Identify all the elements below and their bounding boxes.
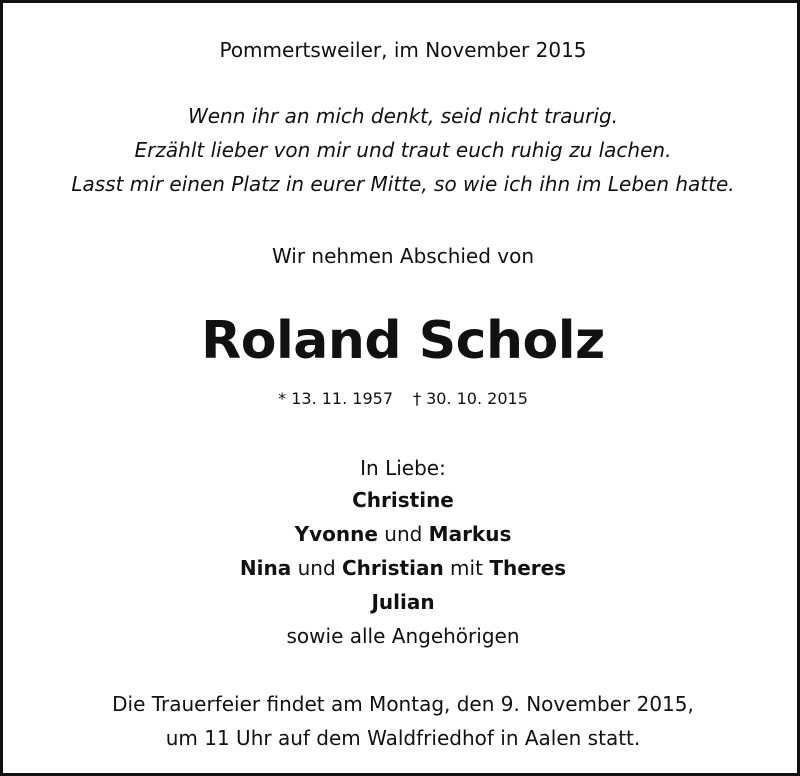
mourner-name: Christian <box>342 556 444 580</box>
mourner-line-4 <box>3 589 800 615</box>
life-dates <box>3 389 800 409</box>
mourner-joiner: und <box>291 556 342 580</box>
poem-line-2: Erzählt lieber von mir und traut euch ruhig zu lachen. <box>134 138 672 162</box>
poem-line-3: Lasst mir einen Platz in eurer Mitte, so wie ich ihn im Leben hatte. <box>71 172 735 196</box>
poem-line-1: Wenn ihr an mich denkt, seid nicht traurig. <box>187 104 619 128</box>
mourner-name: Theres <box>489 556 567 580</box>
funeral-info-line-1: Die Trauerfeier findet am Montag, den 9. November 2015, <box>112 692 694 716</box>
mourners-closing: sowie alle Angehörigen <box>286 624 520 648</box>
mourner-name: Yvonne <box>294 522 378 546</box>
death-date: † 30. 10. 2015 <box>413 389 528 408</box>
mourner-joiner: mit <box>443 556 490 580</box>
birth-date: * 13. 11. 1957 <box>278 389 393 408</box>
mourner-line-3 <box>3 555 800 581</box>
mourner-line-2 <box>3 521 800 547</box>
mourners-intro: In Liebe: <box>360 456 446 480</box>
deceased-name: Roland Scholz <box>201 311 605 371</box>
farewell-intro: Wir nehmen Abschied von <box>271 244 535 268</box>
mourner-joiner: und <box>377 522 429 546</box>
mourner-name: Nina <box>239 556 292 580</box>
mourner-name: Christine <box>352 488 454 512</box>
mourner-name: Julian <box>371 590 435 614</box>
place-date: Pommertsweiler, im November 2015 <box>219 38 587 62</box>
mourner-name: Markus <box>428 522 512 546</box>
mourner-line-1 <box>3 487 800 513</box>
funeral-info-line-2: um 11 Uhr auf dem Waldfriedhof in Aalen statt. <box>165 726 641 750</box>
